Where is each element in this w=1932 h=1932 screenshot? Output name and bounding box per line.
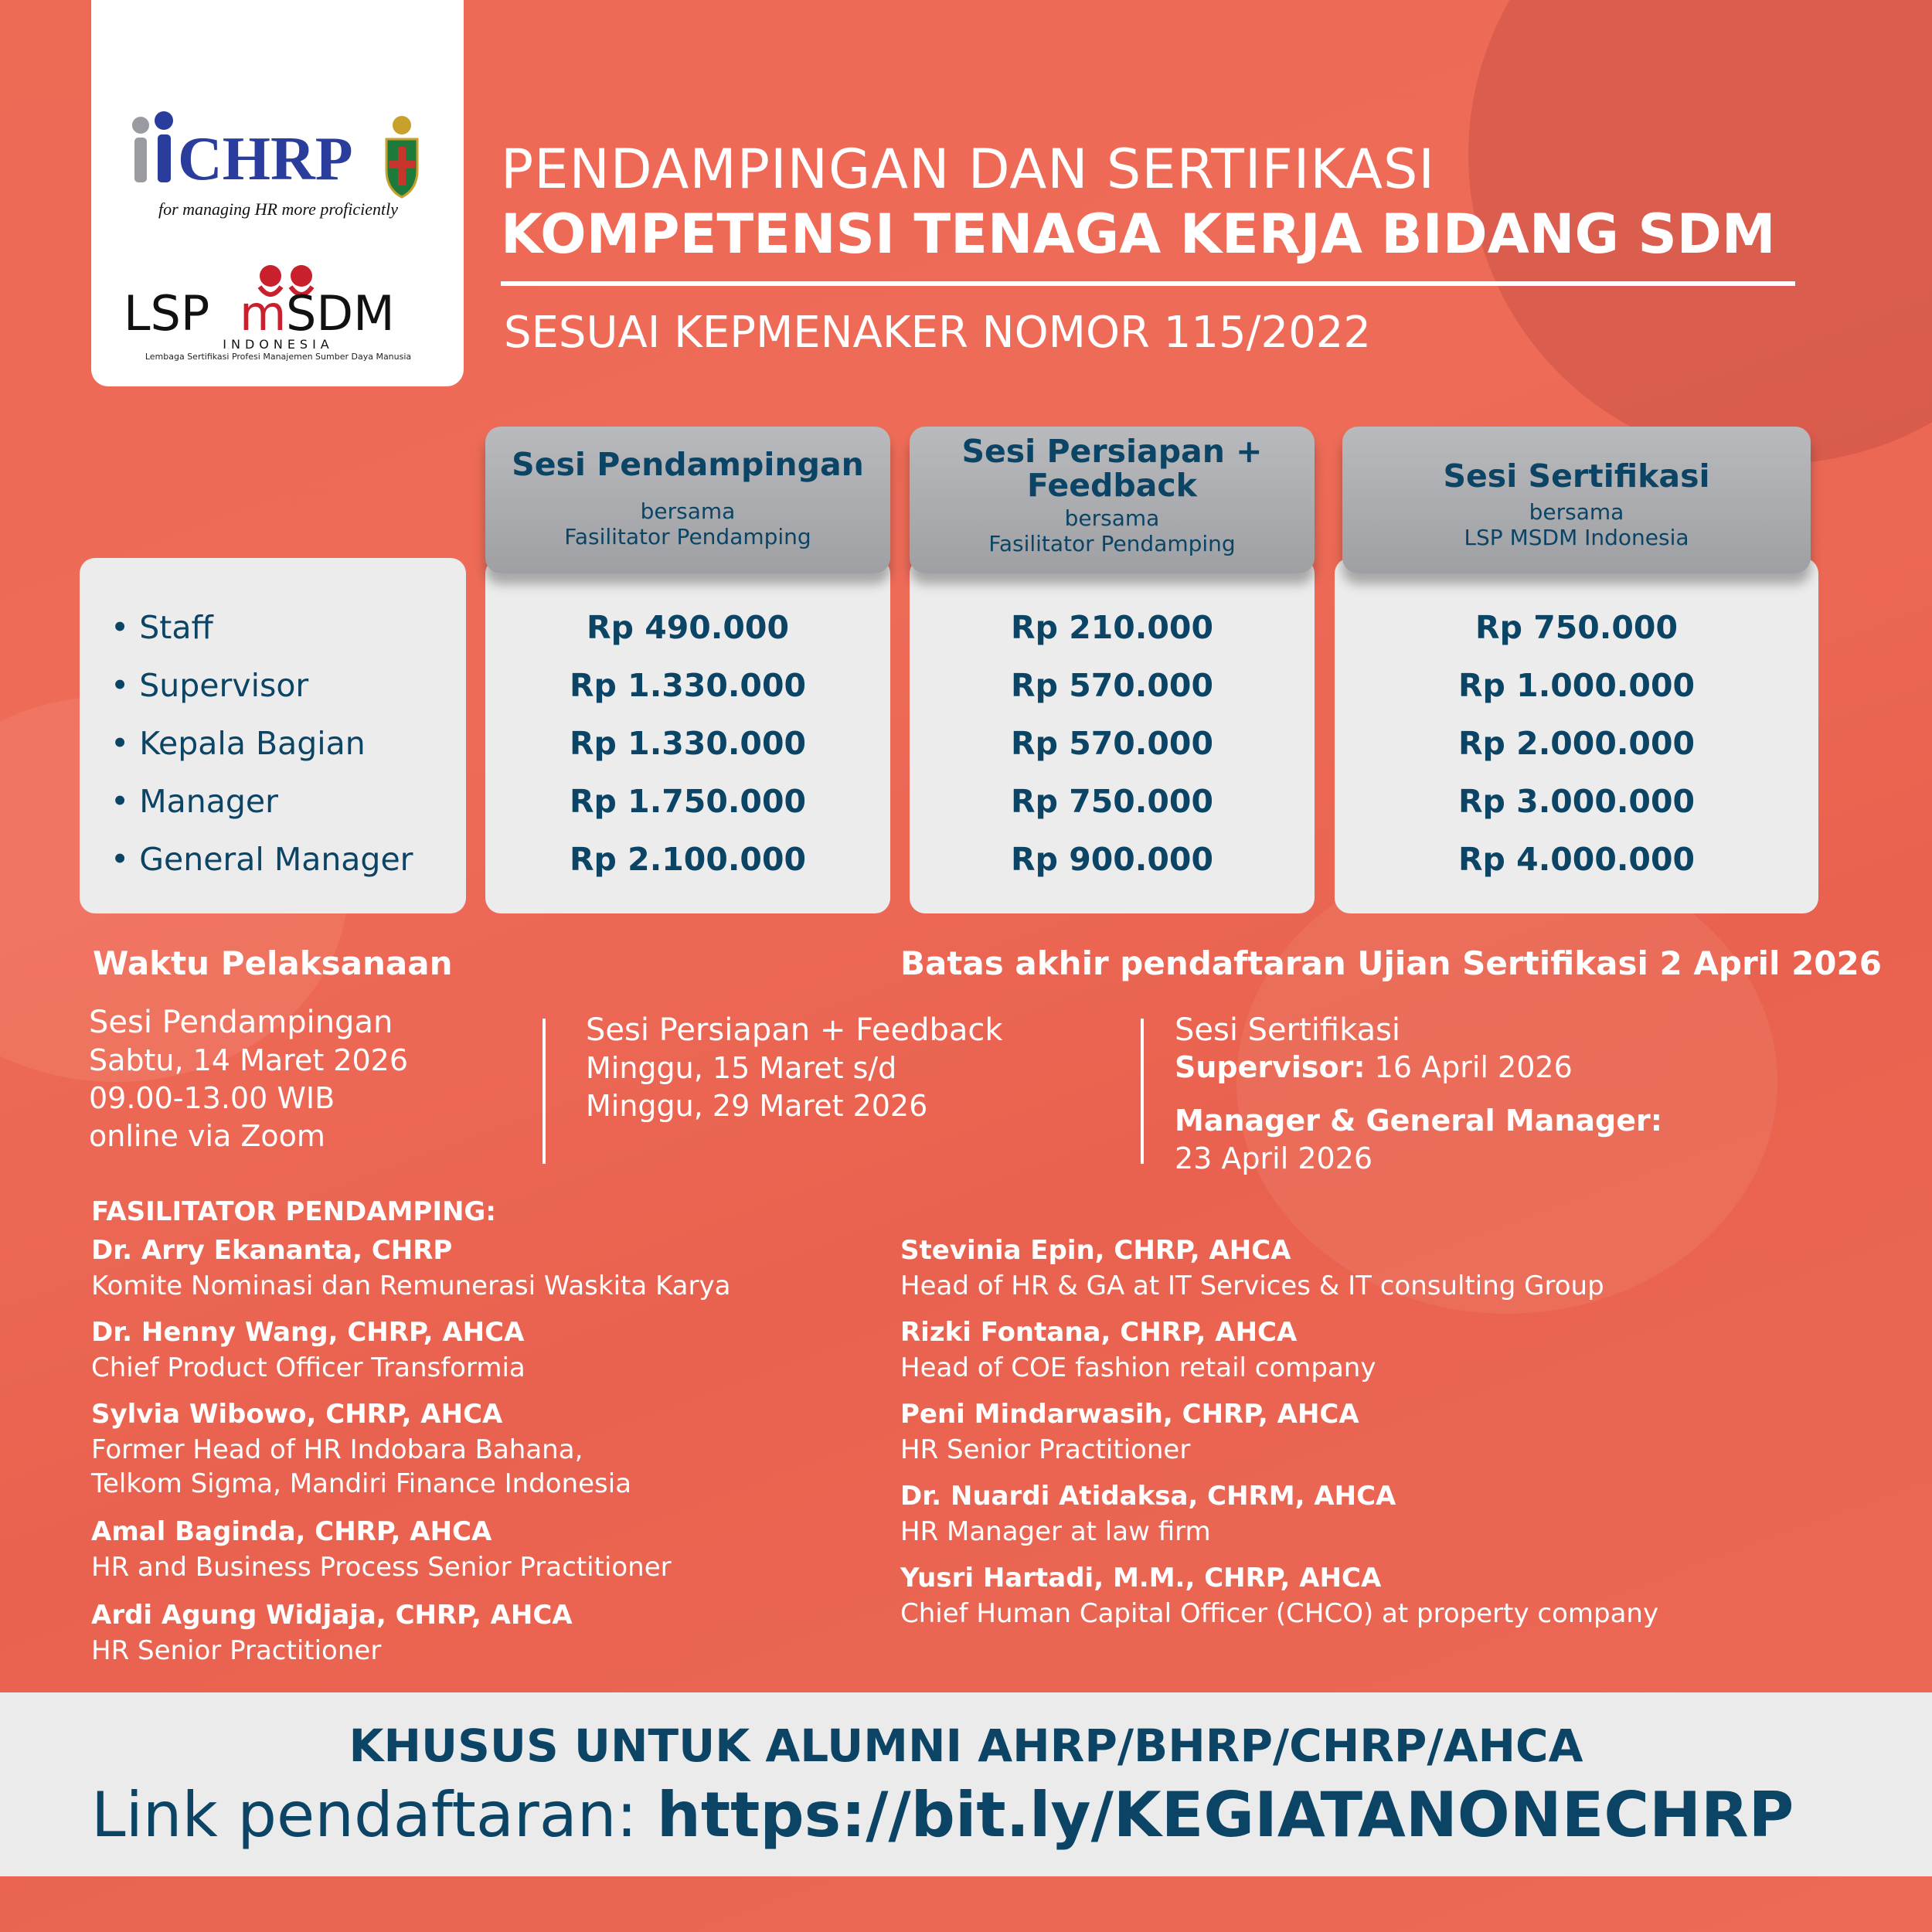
svg-text:CHRP: CHRP <box>178 125 353 193</box>
schedule-col3-manager-date: 23 April 2026 <box>1175 1141 1373 1175</box>
price-cell: Rp 2.000.000 <box>1458 725 1696 762</box>
facilitator-name: Amal Baginda, CHRP, AHCA <box>91 1516 492 1547</box>
facilitator-role: Former Head of HR Indobara Bahana, <box>91 1434 583 1465</box>
column-header-persiapan <box>910 427 1315 573</box>
facilitator-role: Komite Nominasi dan Remunerasi Waskita Karya <box>91 1270 731 1301</box>
column-subtitle: LSP MSDM Indonesia <box>1464 525 1689 550</box>
facilitator-name: Dr. Henny Wang, CHRP, AHCA <box>91 1317 525 1348</box>
price-cell: Rp 490.000 <box>587 609 789 646</box>
price-cell: Rp 1.750.000 <box>569 783 807 820</box>
price-cell: Rp 4.000.000 <box>1458 841 1696 878</box>
supervisor-label: Supervisor: <box>1175 1050 1366 1084</box>
schedule-col1-line: Sabtu, 14 Maret 2026 <box>89 1043 409 1077</box>
svg-text:INDONESIA: INDONESIA <box>223 337 334 352</box>
schedule-heading: Waktu Pelaksanaan <box>93 944 453 982</box>
registration-label: Link pendaftaran: <box>91 1779 657 1851</box>
facilitator-role: Chief Product Officer Transformia <box>91 1352 526 1383</box>
column-header-pendampingan <box>485 427 890 573</box>
column-subtitle: Fasilitator Pendamping <box>564 524 811 549</box>
price-cell: Rp 750.000 <box>1475 609 1678 646</box>
role-label: • General Manager <box>111 841 413 878</box>
facilitator-role: Chief Human Capital Officer (CHCO) at property company <box>900 1598 1659 1629</box>
price-cell: Rp 1.000.000 <box>1458 667 1696 704</box>
facilitator-name: Ardi Agung Widjaja, CHRP, AHCA <box>91 1600 573 1631</box>
column-title: Sesi Pendampingan <box>512 446 864 483</box>
role-label: • Kepala Bagian <box>111 725 366 762</box>
column-subtitle: bersama <box>1529 499 1624 525</box>
column-title: Sesi Sertifikasi <box>1443 457 1710 495</box>
price-cell: Rp 2.100.000 <box>569 841 807 878</box>
svg-text:m: m <box>240 285 287 342</box>
price-card-pendampingan <box>485 558 890 913</box>
price-card-sertifikasi <box>1335 558 1818 913</box>
schedule-col2-line: Minggu, 15 Maret s/d <box>586 1051 897 1085</box>
facilitator-name: Peni Mindarwasih, CHRP, AHCA <box>900 1399 1359 1430</box>
facilitator-role: Head of HR & GA at IT Services & IT consulting Group <box>900 1270 1604 1301</box>
chrp-tagline: for managing HR more proficiently <box>158 199 398 219</box>
price-cell: Rp 570.000 <box>1011 725 1213 762</box>
schedule-col2-line: Minggu, 29 Maret 2026 <box>586 1089 928 1123</box>
schedule-col3-supervisor <box>1175 1048 1573 1087</box>
facilitator-name: Rizki Fontana, CHRP, AHCA <box>900 1317 1298 1348</box>
schedule-divider <box>1141 1019 1144 1164</box>
price-cell: Rp 1.330.000 <box>569 725 807 762</box>
column-header-sertifikasi <box>1342 427 1811 573</box>
column-subtitle: bersama <box>1064 505 1160 531</box>
svg-text:LSP: LSP <box>124 285 210 342</box>
lsp-msdm-logo <box>124 259 433 352</box>
facilitator-role: Telkom Sigma, Mandiri Finance Indonesia <box>91 1468 632 1499</box>
header-line-2: KOMPETENSI TENAGA KERJA BIDANG SDM <box>501 202 1776 266</box>
facilitator-name: Sylvia Wibowo, CHRP, AHCA <box>91 1399 503 1430</box>
facilitator-name: Dr. Nuardi Atidaksa, CHRM, AHCA <box>900 1481 1396 1512</box>
alumni-notice: KHUSUS UNTUK ALUMNI AHRP/BHRP/CHRP/AHCA <box>349 1719 1583 1772</box>
facilitator-role: HR and Business Process Senior Practitioner <box>91 1552 672 1583</box>
facilitator-role: HR Senior Practitioner <box>900 1434 1191 1465</box>
column-subtitle: Fasilitator Pendamping <box>988 531 1236 556</box>
facilitator-role: HR Senior Practitioner <box>91 1635 382 1666</box>
price-cell: Rp 900.000 <box>1011 841 1213 878</box>
schedule-col1-line: online via Zoom <box>89 1119 325 1153</box>
price-cell: Rp 570.000 <box>1011 667 1213 704</box>
price-cell: Rp 3.000.000 <box>1458 783 1696 820</box>
price-card-persiapan <box>910 558 1315 913</box>
registration-line <box>91 1779 1794 1851</box>
header-line-3: SESUAI KEPMENAKER NOMOR 115/2022 <box>504 308 1372 358</box>
header-divider <box>501 281 1795 286</box>
schedule-col2-title: Sesi Persiapan + Feedback <box>586 1012 1003 1048</box>
price-cell: Rp 1.330.000 <box>569 667 807 704</box>
supervisor-date: 16 April 2026 <box>1365 1050 1573 1084</box>
facilitator-role: Head of COE fashion retail company <box>900 1352 1376 1383</box>
roles-card <box>80 558 466 913</box>
registration-link[interactable]: https://bit.ly/KEGIATANONECHRP <box>656 1779 1794 1851</box>
facilitators-heading: FASILITATOR PENDAMPING: <box>91 1196 496 1227</box>
schedule-col3-title: Sesi Sertifikasi <box>1175 1012 1401 1048</box>
schedule-col1-title: Sesi Pendampingan <box>89 1005 393 1040</box>
facilitator-name: Dr. Arry Ekananta, CHRP <box>91 1235 453 1266</box>
facilitator-role: HR Manager at law firm <box>900 1516 1211 1547</box>
schedule-col3-manager-label: Manager & General Manager: <box>1175 1104 1662 1138</box>
column-title: Feedback <box>1027 467 1197 504</box>
role-label: • Staff <box>111 609 213 646</box>
svg-text:SDM: SDM <box>286 285 395 342</box>
lsp-fullname: Lembaga Sertifikasi Profesi Manajemen Sumber Daya Manusia <box>145 352 412 362</box>
price-cell: Rp 210.000 <box>1011 609 1213 646</box>
registration-deadline: Batas akhir pendaftaran Ujian Sertifikasi 2 April 2026 <box>900 944 1882 982</box>
column-title: Sesi Persiapan + <box>961 433 1263 470</box>
facilitator-name: Stevinia Epin, CHRP, AHCA <box>900 1235 1291 1266</box>
schedule-divider <box>543 1019 546 1164</box>
price-cell: Rp 750.000 <box>1011 783 1213 820</box>
schedule-col1-line: 09.00-13.00 WIB <box>89 1081 335 1115</box>
column-subtitle: bersama <box>640 498 736 524</box>
role-label: • Supervisor <box>111 667 309 704</box>
facilitator-name: Yusri Hartadi, M.M., CHRP, AHCA <box>900 1563 1382 1594</box>
role-label: • Manager <box>111 783 278 820</box>
header-line-1: PENDAMPINGAN DAN SERTIFIKASI <box>501 138 1436 201</box>
